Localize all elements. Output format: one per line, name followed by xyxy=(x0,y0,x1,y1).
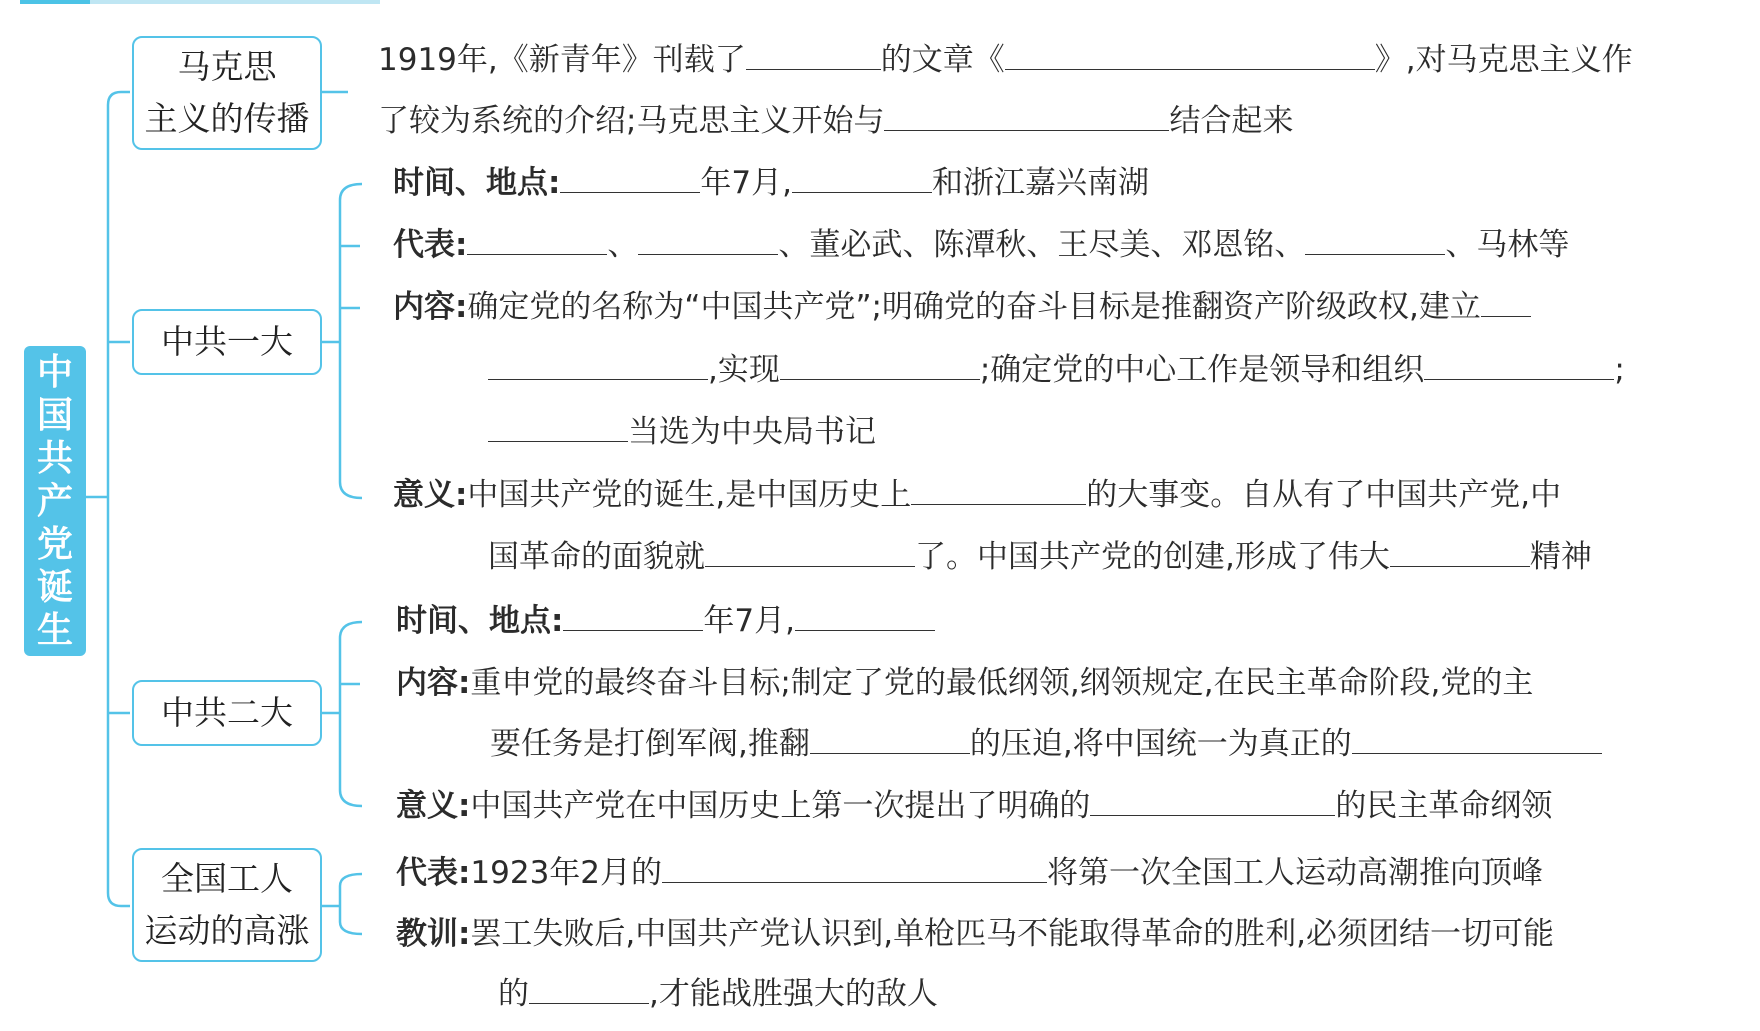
blank[interactable] xyxy=(488,413,628,442)
node-workers-line2: 运动的高涨 xyxy=(144,911,310,950)
root-char-5: 党 xyxy=(36,523,73,565)
blank[interactable] xyxy=(563,602,703,631)
workers-rep-line: 代表:1923年2月的 将第一次全国工人运动高潮推向顶峰 xyxy=(396,855,1544,891)
blank[interactable] xyxy=(792,164,932,193)
blank[interactable] xyxy=(1090,787,1335,816)
blank[interactable] xyxy=(1352,725,1602,754)
second-content-line-1: 内容:重申党的最终奋斗目标;制定了党的最低纲领,纲领规定,在民主革命阶段,党的主 xyxy=(396,665,1534,701)
blank[interactable] xyxy=(560,164,700,193)
root-char-1: 中 xyxy=(36,351,73,393)
node-workers-movement xyxy=(132,848,322,962)
blank[interactable] xyxy=(746,41,881,70)
root-char-6: 诞 xyxy=(36,566,73,608)
blank[interactable] xyxy=(662,854,1047,883)
root-topic-box xyxy=(24,346,86,656)
second-content-line-2: 要任务是打倒军阀,推翻 的压迫,将中国统一为真正的 xyxy=(490,722,1602,766)
first-content-line-2: ,实现 ;确定党的中心工作是领导和组织 ; xyxy=(488,348,1625,392)
node-second-congress-label: 中共二大 xyxy=(161,693,293,732)
workers-lesson-line-1: 教训:罢工失败后,中国共产党认识到,单枪匹马不能取得革命的胜利,必须团结一切可能 xyxy=(396,916,1554,952)
first-rep-line: 代表: 、 、董必武、陈潭秋、王尽美、邓恩铭、 、马林等 xyxy=(393,227,1570,263)
blank[interactable] xyxy=(884,102,1169,131)
blank[interactable] xyxy=(1424,351,1614,380)
blank[interactable] xyxy=(638,226,778,255)
blank[interactable] xyxy=(795,602,935,631)
node-marxism-line2: 主义的传播 xyxy=(144,99,310,138)
node-marxism-spread xyxy=(132,36,322,150)
node-marxism-line1: 马克思 xyxy=(177,47,277,86)
first-content-line-1: 内容:确定党的名称为“中国共产党”;明确党的奋斗目标是推翻资产阶级政权,建立 xyxy=(393,285,1531,329)
first-meaning-line-1: 意义:中国共产党的诞生,是中国历史上 的大事变。自从有了中国共产党,中 xyxy=(393,477,1562,513)
blank[interactable] xyxy=(467,226,607,255)
node-first-congress-label: 中共一大 xyxy=(161,322,293,361)
marx-line-1: 1919年,《新青年》刊载了 的文章《 》,对马克思主义作 xyxy=(378,42,1633,78)
second-meaning-line: 意义:中国共产党在中国历史上第一次提出了明确的 的民主革命纲领 xyxy=(396,788,1553,824)
blank[interactable] xyxy=(1305,226,1445,255)
blank[interactable] xyxy=(705,538,915,567)
blank[interactable] xyxy=(1005,41,1375,70)
blank[interactable] xyxy=(911,476,1086,505)
root-char-2: 国 xyxy=(36,394,73,436)
node-first-congress xyxy=(132,309,322,375)
node-workers-line1: 全国工人 xyxy=(161,859,293,898)
blank[interactable] xyxy=(529,975,649,1004)
first-content-line-3: 当选为中央局书记 xyxy=(488,410,876,454)
node-second-congress xyxy=(132,680,322,746)
blank[interactable] xyxy=(810,725,970,754)
blank[interactable] xyxy=(488,351,708,380)
workers-lesson-line-2: 的 ,才能战胜强大的敌人 xyxy=(498,976,938,1012)
root-char-3: 共 xyxy=(36,437,73,479)
root-char-7: 生 xyxy=(36,609,73,651)
root-char-4: 产 xyxy=(36,480,73,522)
blank[interactable] xyxy=(780,351,980,380)
blank[interactable] xyxy=(1481,288,1531,317)
marx-line-2: 了较为系统的介绍;马克思主义开始与 结合起来 xyxy=(378,103,1294,139)
first-time-line: 时间、地点: 年7月, 和浙江嘉兴南湖 xyxy=(393,165,1149,201)
second-time-line: 时间、地点: 年7月, xyxy=(396,599,935,643)
first-meaning-line-2: 国革命的面貌就 了。中国共产党的创建,形成了伟大 精神 xyxy=(488,539,1592,575)
blank[interactable] xyxy=(1390,538,1530,567)
